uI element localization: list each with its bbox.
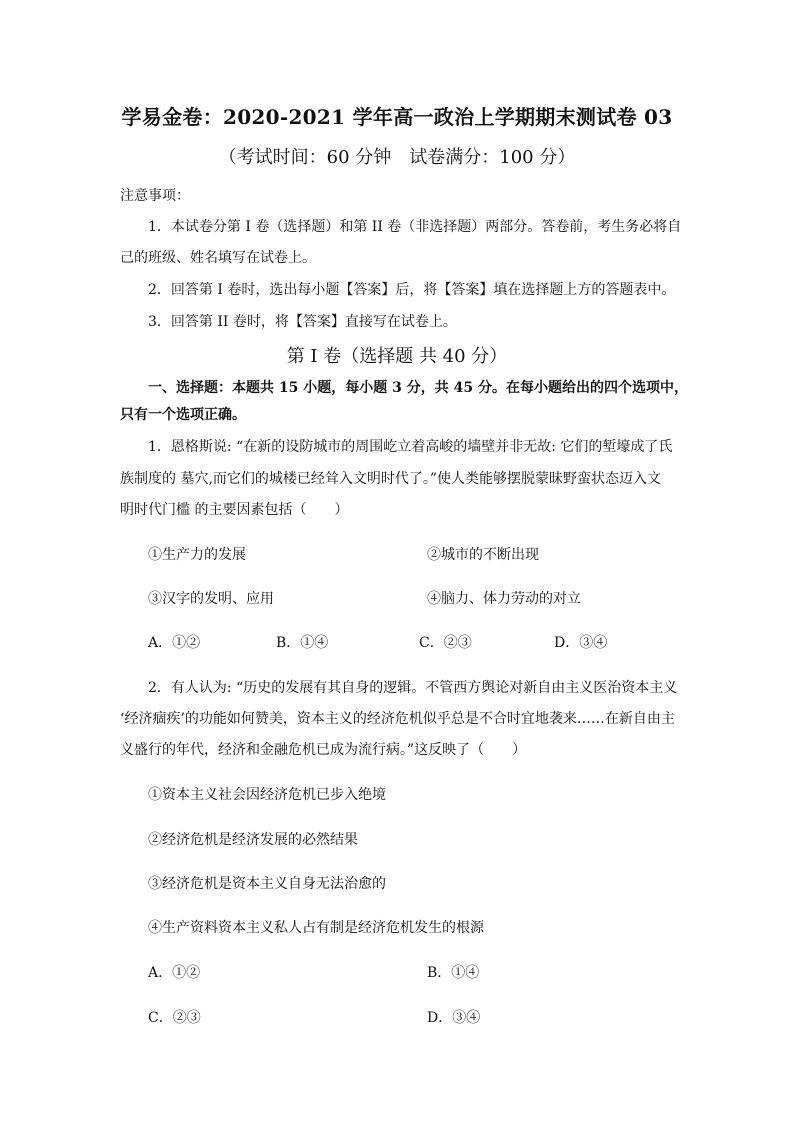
notice-heading: 注意事项： <box>120 188 190 204</box>
notice-item-2: 2．回答第 I 卷时，选出每小题【答案】后，将【答案】填在选择题上方的答题表中。 <box>148 282 676 298</box>
question-2-option-c[interactable]: C．②③ <box>148 1010 201 1026</box>
question-1-statement-4: ④脑力、体力劳动的对立 <box>427 591 581 607</box>
question-2-stem-line-3: 义盛行的年代，经济和金融危机已成为流行病。”这反映了（ ） <box>120 742 527 758</box>
question-2-option-b[interactable]: B．①④ <box>427 965 480 981</box>
question-1-stem-line-2: 族制度的 墓穴,而它们的城楼已经耸入文明时代了。”使人类能够摆脱蒙昧野蛮状态迈入文 <box>120 471 662 487</box>
exam-title: 学易金卷：2020-2021 学年高一政治上学期期末测试卷 03 <box>121 105 673 129</box>
notice-item-1-line-1: 1．本试卷分第 I 卷（选择题）和第 II 卷（非选择题）两部分。答卷前，考生务必将自 <box>148 219 682 235</box>
question-2-statement-3: ③经济危机是资本主义自身无法治愈的 <box>148 876 386 892</box>
notice-item-1-line-2: 己的班级、姓名填写在试卷上。 <box>120 250 316 266</box>
section-title: 第 I 卷（选择题 共 40 分） <box>286 346 508 367</box>
question-2-statement-2: ②经济危机是经济发展的必然结果 <box>148 832 358 848</box>
question-2-stem-line-1: 2．有人认为: “历史的发展有其自身的逻辑。不管西方舆论对新自由主义医治资本主义 <box>148 680 678 696</box>
question-2-stem-line-2: ‘经济痼疾’的功能如何赞美，资本主义的经济危机似乎总是不合时宜地袭来……在新自由主 <box>120 711 675 727</box>
question-2-option-a[interactable]: A．①② <box>148 965 201 981</box>
question-2-statement-1: ①资本主义社会因经济危机已步入绝境 <box>148 787 386 803</box>
question-1-option-a[interactable]: A．①② <box>148 635 201 651</box>
notice-item-3: 3．回答第 II 卷时，将【答案】直接写在试卷上。 <box>148 314 457 330</box>
question-1-option-c[interactable]: C．②③ <box>419 635 472 651</box>
question-1-stem-line-1: 1．恩格斯说: “在新的设防城市的周围屹立着高峻的墙壁并非无故: 它们的堑壕成了氏 <box>148 439 673 455</box>
question-1-statement-2: ②城市的不断出现 <box>427 547 539 563</box>
exam-subtitle: （考试时间：60 分钟 试卷满分：100 分） <box>218 147 576 168</box>
question-1-stem-line-3: 明时代门槛 的主要因素包括（ ） <box>120 502 349 518</box>
section-instruction-line-1: 一、选择题：本题共 15 小题，每小题 3 分，共 45 分。在每小题给出的四个选项中， <box>148 380 688 396</box>
question-2-statement-4: ④生产资料资本主义私人占有制是经济危机发生的根源 <box>148 920 484 936</box>
question-1-option-b[interactable]: B．①④ <box>276 635 329 651</box>
section-instruction-line-2: 只有一个选项正确。 <box>120 407 246 423</box>
question-1-statement-1: ①生产力的发展 <box>148 547 246 563</box>
question-1-statement-3: ③汉字的发明、应用 <box>148 591 274 607</box>
question-1-option-d[interactable]: D．③④ <box>554 635 608 651</box>
question-2-option-d[interactable]: D．③④ <box>427 1010 481 1026</box>
